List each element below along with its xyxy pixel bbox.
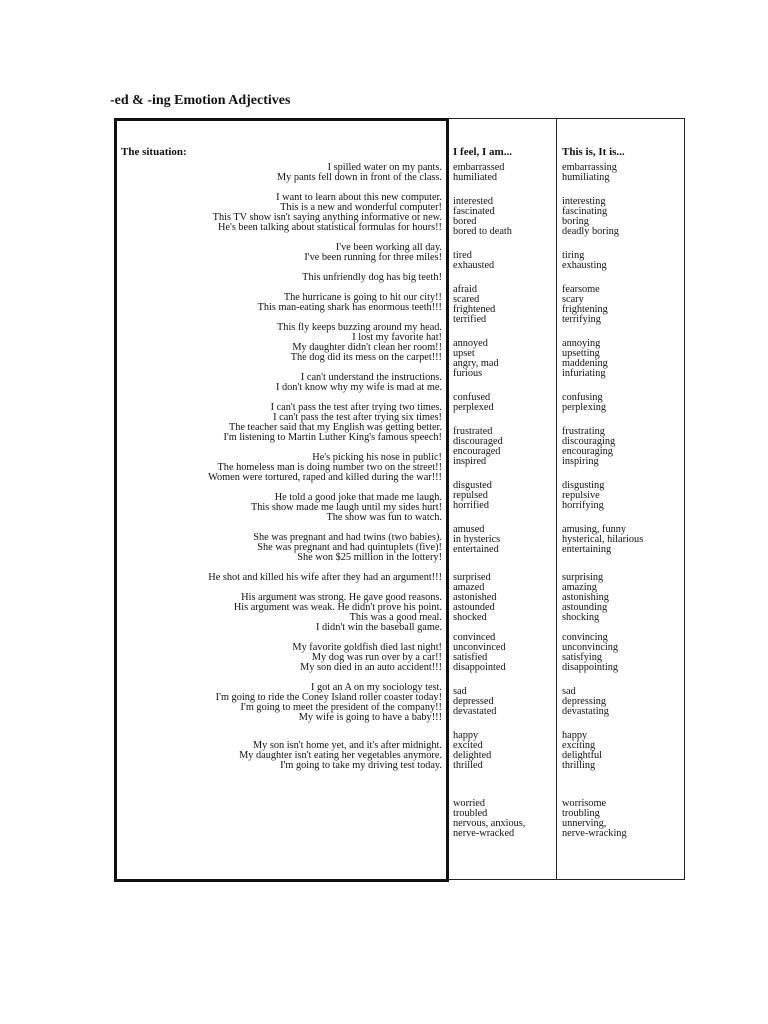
situation-group: [120, 741, 442, 771]
situation-group: [120, 323, 442, 363]
situation-line: This fly keeps buzzing around my head.: [277, 322, 442, 333]
situation-group: [120, 293, 442, 313]
situation-group: [120, 643, 442, 673]
this-word-group: [562, 285, 682, 325]
feel-word: shocked: [453, 612, 487, 623]
situation-group: [120, 193, 442, 233]
feel-word: nervous, anxious,: [453, 818, 526, 829]
feel-word: thrilled: [453, 760, 483, 771]
this-word: maddening: [562, 358, 608, 369]
this-word-group: [562, 251, 682, 271]
situation-line: I can't pass the test after trying six times!: [273, 412, 442, 423]
situation-line: He shot and killed his wife after they had an argument!!!: [208, 572, 442, 583]
this-word: sad: [562, 686, 576, 697]
this-word-group: [562, 427, 682, 467]
feel-word-group: [453, 687, 553, 717]
this-word: disappointing: [562, 662, 619, 673]
feel-word: repulsed: [453, 490, 488, 501]
situation-line: His argument was strong. He gave good reasons.: [241, 592, 442, 603]
this-word: amazing: [562, 582, 597, 593]
feel-word: worried: [453, 798, 486, 809]
situation-group: [120, 163, 442, 183]
feel-word-group: [453, 525, 553, 555]
this-word-group: [562, 731, 682, 771]
feel-word: astounded: [453, 602, 495, 613]
feel-word: frightened: [453, 304, 496, 315]
situation-line: I'm going to meet the president of the company!!: [240, 702, 442, 713]
this-word-group: [562, 687, 682, 717]
this-word: convincing: [562, 632, 608, 643]
feel-word: terrified: [453, 314, 487, 325]
this-word: disgusting: [562, 480, 605, 491]
this-word: frightening: [562, 304, 608, 315]
feel-word: humiliated: [453, 172, 498, 183]
this-word: encouraging: [562, 446, 613, 457]
this-word: unnerving,: [562, 818, 607, 829]
this-word: frustrating: [562, 426, 605, 437]
this-word-group: [562, 481, 682, 511]
this-word: terrifying: [562, 314, 601, 325]
feel-word: inspired: [453, 456, 487, 467]
this-word-group: [562, 197, 682, 237]
this-word: devastating: [562, 706, 609, 717]
this-word: hysterical, hilarious: [562, 534, 644, 545]
this-word-group: [562, 339, 682, 379]
situation-line: My pants fell down in front of the class.: [276, 172, 442, 183]
this-word: scary: [562, 294, 584, 305]
situation-line: The show was fun to watch.: [326, 512, 442, 523]
situation-line: She was pregnant and had quintuplets (five)!: [257, 542, 442, 553]
feel-word: afraid: [453, 284, 478, 295]
situation-group: [120, 593, 442, 633]
situation-line: This man-eating shark has enormous teeth!!!: [257, 302, 442, 313]
this-word: fearsome: [562, 284, 600, 295]
situation-line: I spilled water on my pants.: [327, 162, 442, 173]
situation-line: His argument was weak. He didn't prove his point.: [233, 602, 442, 613]
this-word: humiliating: [562, 172, 610, 183]
feel-word: sad: [453, 686, 467, 697]
feel-word-group: [453, 393, 553, 413]
this-word-group: [562, 163, 682, 183]
situation-group: [120, 683, 442, 723]
this-word: unconvincing: [562, 642, 619, 653]
situation-line: My daughter didn't clean her room!!: [292, 342, 442, 353]
situation-group: [120, 493, 442, 523]
this-word: nerve-wracking: [562, 828, 627, 839]
this-word: surprising: [562, 572, 604, 583]
feel-word: exhausted: [453, 260, 495, 271]
page-title: -ed & -ing Emotion Adjectives: [110, 93, 291, 108]
this-word: fascinating: [562, 206, 608, 217]
situation-line: Women were tortured, raped and killed during the war!!!: [208, 472, 442, 483]
feel-word: disappointed: [453, 662, 506, 673]
situation-group: [120, 273, 442, 283]
situation-line: I'm going to ride the Coney Island roller coaster today!: [215, 692, 442, 703]
feel-word-group: [453, 731, 553, 771]
situation-line: I lost my favorite hat!: [352, 332, 442, 343]
feel-word: scared: [453, 294, 480, 305]
situation-line: I got an A on my sociology test.: [311, 682, 442, 693]
situation-group: [120, 533, 442, 563]
feel-word: in hysterics: [453, 534, 501, 545]
feel-word: encouraged: [453, 446, 501, 457]
situation-group: [120, 243, 442, 263]
this-word: tiring: [562, 250, 585, 261]
feel-word: upset: [453, 348, 475, 359]
this-word: annoying: [562, 338, 601, 349]
this-word-group: [562, 633, 682, 673]
situation-line: I can't pass the test after trying two times.: [270, 402, 442, 413]
this-word: perplexing: [562, 402, 607, 413]
this-word: inspiring: [562, 456, 599, 467]
feel-word: troubled: [453, 808, 488, 819]
feel-word: discouraged: [453, 436, 503, 447]
feel-word: annoyed: [453, 338, 488, 349]
feel-word: astonished: [453, 592, 497, 603]
situation-group: [120, 373, 442, 393]
this-word: happy: [562, 730, 588, 741]
this-word: troubling: [562, 808, 600, 819]
situation-group: [120, 573, 442, 583]
feel-word-group: [453, 163, 553, 183]
feel-word: delighted: [453, 750, 492, 761]
situation-group: [120, 403, 442, 443]
feel-word: happy: [453, 730, 479, 741]
situation-line: I've been working all day.: [335, 242, 442, 253]
this-word: astounding: [562, 602, 608, 613]
feel-word: perplexed: [453, 402, 494, 413]
situation-line: I've been running for three miles!: [304, 252, 442, 263]
feel-word: interested: [453, 196, 494, 207]
feel-word: depressed: [453, 696, 494, 707]
feel-word: confused: [453, 392, 491, 403]
this-word: exhausting: [562, 260, 607, 271]
this-word-group: [562, 799, 682, 839]
feel-word: frustrated: [453, 426, 493, 437]
this-word-group: [562, 525, 682, 555]
this-word: horrifying: [562, 500, 604, 511]
feel-word: excited: [453, 740, 483, 751]
column-divider: [556, 118, 557, 880]
this-word: worrisome: [562, 798, 607, 809]
this-word: exciting: [562, 740, 596, 751]
feel-word: amazed: [453, 582, 485, 593]
this-word-group: [562, 573, 682, 623]
situation-line: I don't know why my wife is mad at me.: [275, 382, 442, 393]
situation-line: He's been talking about statistical formulas for hours!!: [217, 222, 442, 233]
this-word: upsetting: [562, 348, 600, 359]
situation-line: He told a good joke that made me laugh.: [274, 492, 442, 503]
feel-header: I feel, I am...: [453, 146, 512, 158]
feel-word: amused: [453, 524, 485, 535]
feel-word: satisfied: [453, 652, 488, 663]
feel-word: fascinated: [453, 206, 495, 217]
situation-line: My son isn't home yet, and it's after midnight.: [252, 740, 442, 751]
feel-word: tired: [453, 250, 472, 261]
situation-line: I want to learn about this new computer.: [276, 192, 442, 203]
situation-line: My favorite goldfish died last night!: [292, 642, 442, 653]
feel-word: devastated: [453, 706, 497, 717]
feel-word-group: [453, 251, 553, 271]
situation-line: My son died in an auto accident!!!: [300, 662, 442, 673]
feel-word-group: [453, 197, 553, 237]
feel-word-group: [453, 427, 553, 467]
this-word: deadly boring: [562, 226, 619, 237]
situation-line: I didn't win the baseball game.: [316, 622, 442, 633]
this-word: boring: [562, 216, 589, 227]
situation-header: The situation:: [121, 146, 187, 158]
situation-line: This show made me laugh until my sides hurt!: [250, 502, 442, 513]
situation-line: My dog was run over by a car!!: [311, 652, 442, 663]
this-word: discouraging: [562, 436, 616, 447]
this-word: astonishing: [562, 592, 609, 603]
this-word: delightful: [562, 750, 603, 761]
feel-word: furious: [453, 368, 483, 379]
feel-word: entertained: [453, 544, 499, 555]
situation-line: This was a good meal.: [349, 612, 442, 623]
situation-line: The dog did its mess on the carpet!!!: [290, 352, 442, 363]
situation-line: He's picking his nose in public!: [312, 452, 442, 463]
feel-word-group: [453, 633, 553, 673]
this-word: infuriating: [562, 368, 606, 379]
this-word-group: [562, 393, 682, 413]
feel-word: horrified: [453, 500, 490, 511]
this-header: This is, It is...: [562, 146, 625, 158]
feel-word: nerve-wracked: [453, 828, 515, 839]
feel-word: convinced: [453, 632, 496, 643]
situation-line: I'm listening to Martin Luther King's famous speech!: [223, 432, 442, 443]
this-word: confusing: [562, 392, 603, 403]
feel-word: unconvinced: [453, 642, 506, 653]
feel-word: bored: [453, 216, 477, 227]
situation-group: [120, 453, 442, 483]
feel-word-group: [453, 573, 553, 623]
situation-line: I'm going to take my driving test today.: [280, 760, 442, 771]
feel-word-group: [453, 285, 553, 325]
this-word: depressing: [562, 696, 607, 707]
situation-line: My wife is going to have a baby!!!: [298, 712, 442, 723]
this-word: amusing, funny: [562, 524, 627, 535]
situation-line: The teacher said that my English was getting better.: [228, 422, 442, 433]
situation-line: I can't understand the instructions.: [300, 372, 442, 383]
situation-line: My daughter isn't eating her vegetables anymore.: [239, 750, 442, 761]
this-word: repulsive: [562, 490, 600, 501]
situation-line: The homeless man is doing number two on the street!!: [217, 462, 442, 473]
this-word: interesting: [562, 196, 606, 207]
this-word: entertaining: [562, 544, 612, 555]
situation-line: The hurricane is going to hit our city!!: [283, 292, 442, 303]
situation-line: This is a new and wonderful computer!: [280, 202, 442, 213]
situation-line: She was pregnant and had twins (two babies).: [253, 532, 442, 543]
this-word: embarrassing: [562, 162, 617, 173]
feel-word-group: [453, 799, 553, 839]
feel-word-group: [453, 481, 553, 511]
feel-word: surprised: [453, 572, 491, 583]
situation-line: This unfriendly dog has big teeth!: [302, 272, 442, 283]
feel-word: disgusted: [453, 480, 492, 491]
this-word: thrilling: [562, 760, 596, 771]
feel-word-group: [453, 339, 553, 379]
situation-line: This TV show isn't saying anything informative or new.: [212, 212, 442, 223]
feel-word: angry, mad: [453, 358, 499, 369]
feel-word: bored to death: [453, 226, 512, 237]
feel-word: embarrassed: [453, 162, 505, 173]
this-word: shocking: [562, 612, 600, 623]
situation-line: She won $25 million in the lottery!: [297, 552, 442, 563]
this-word: satisfying: [562, 652, 603, 663]
